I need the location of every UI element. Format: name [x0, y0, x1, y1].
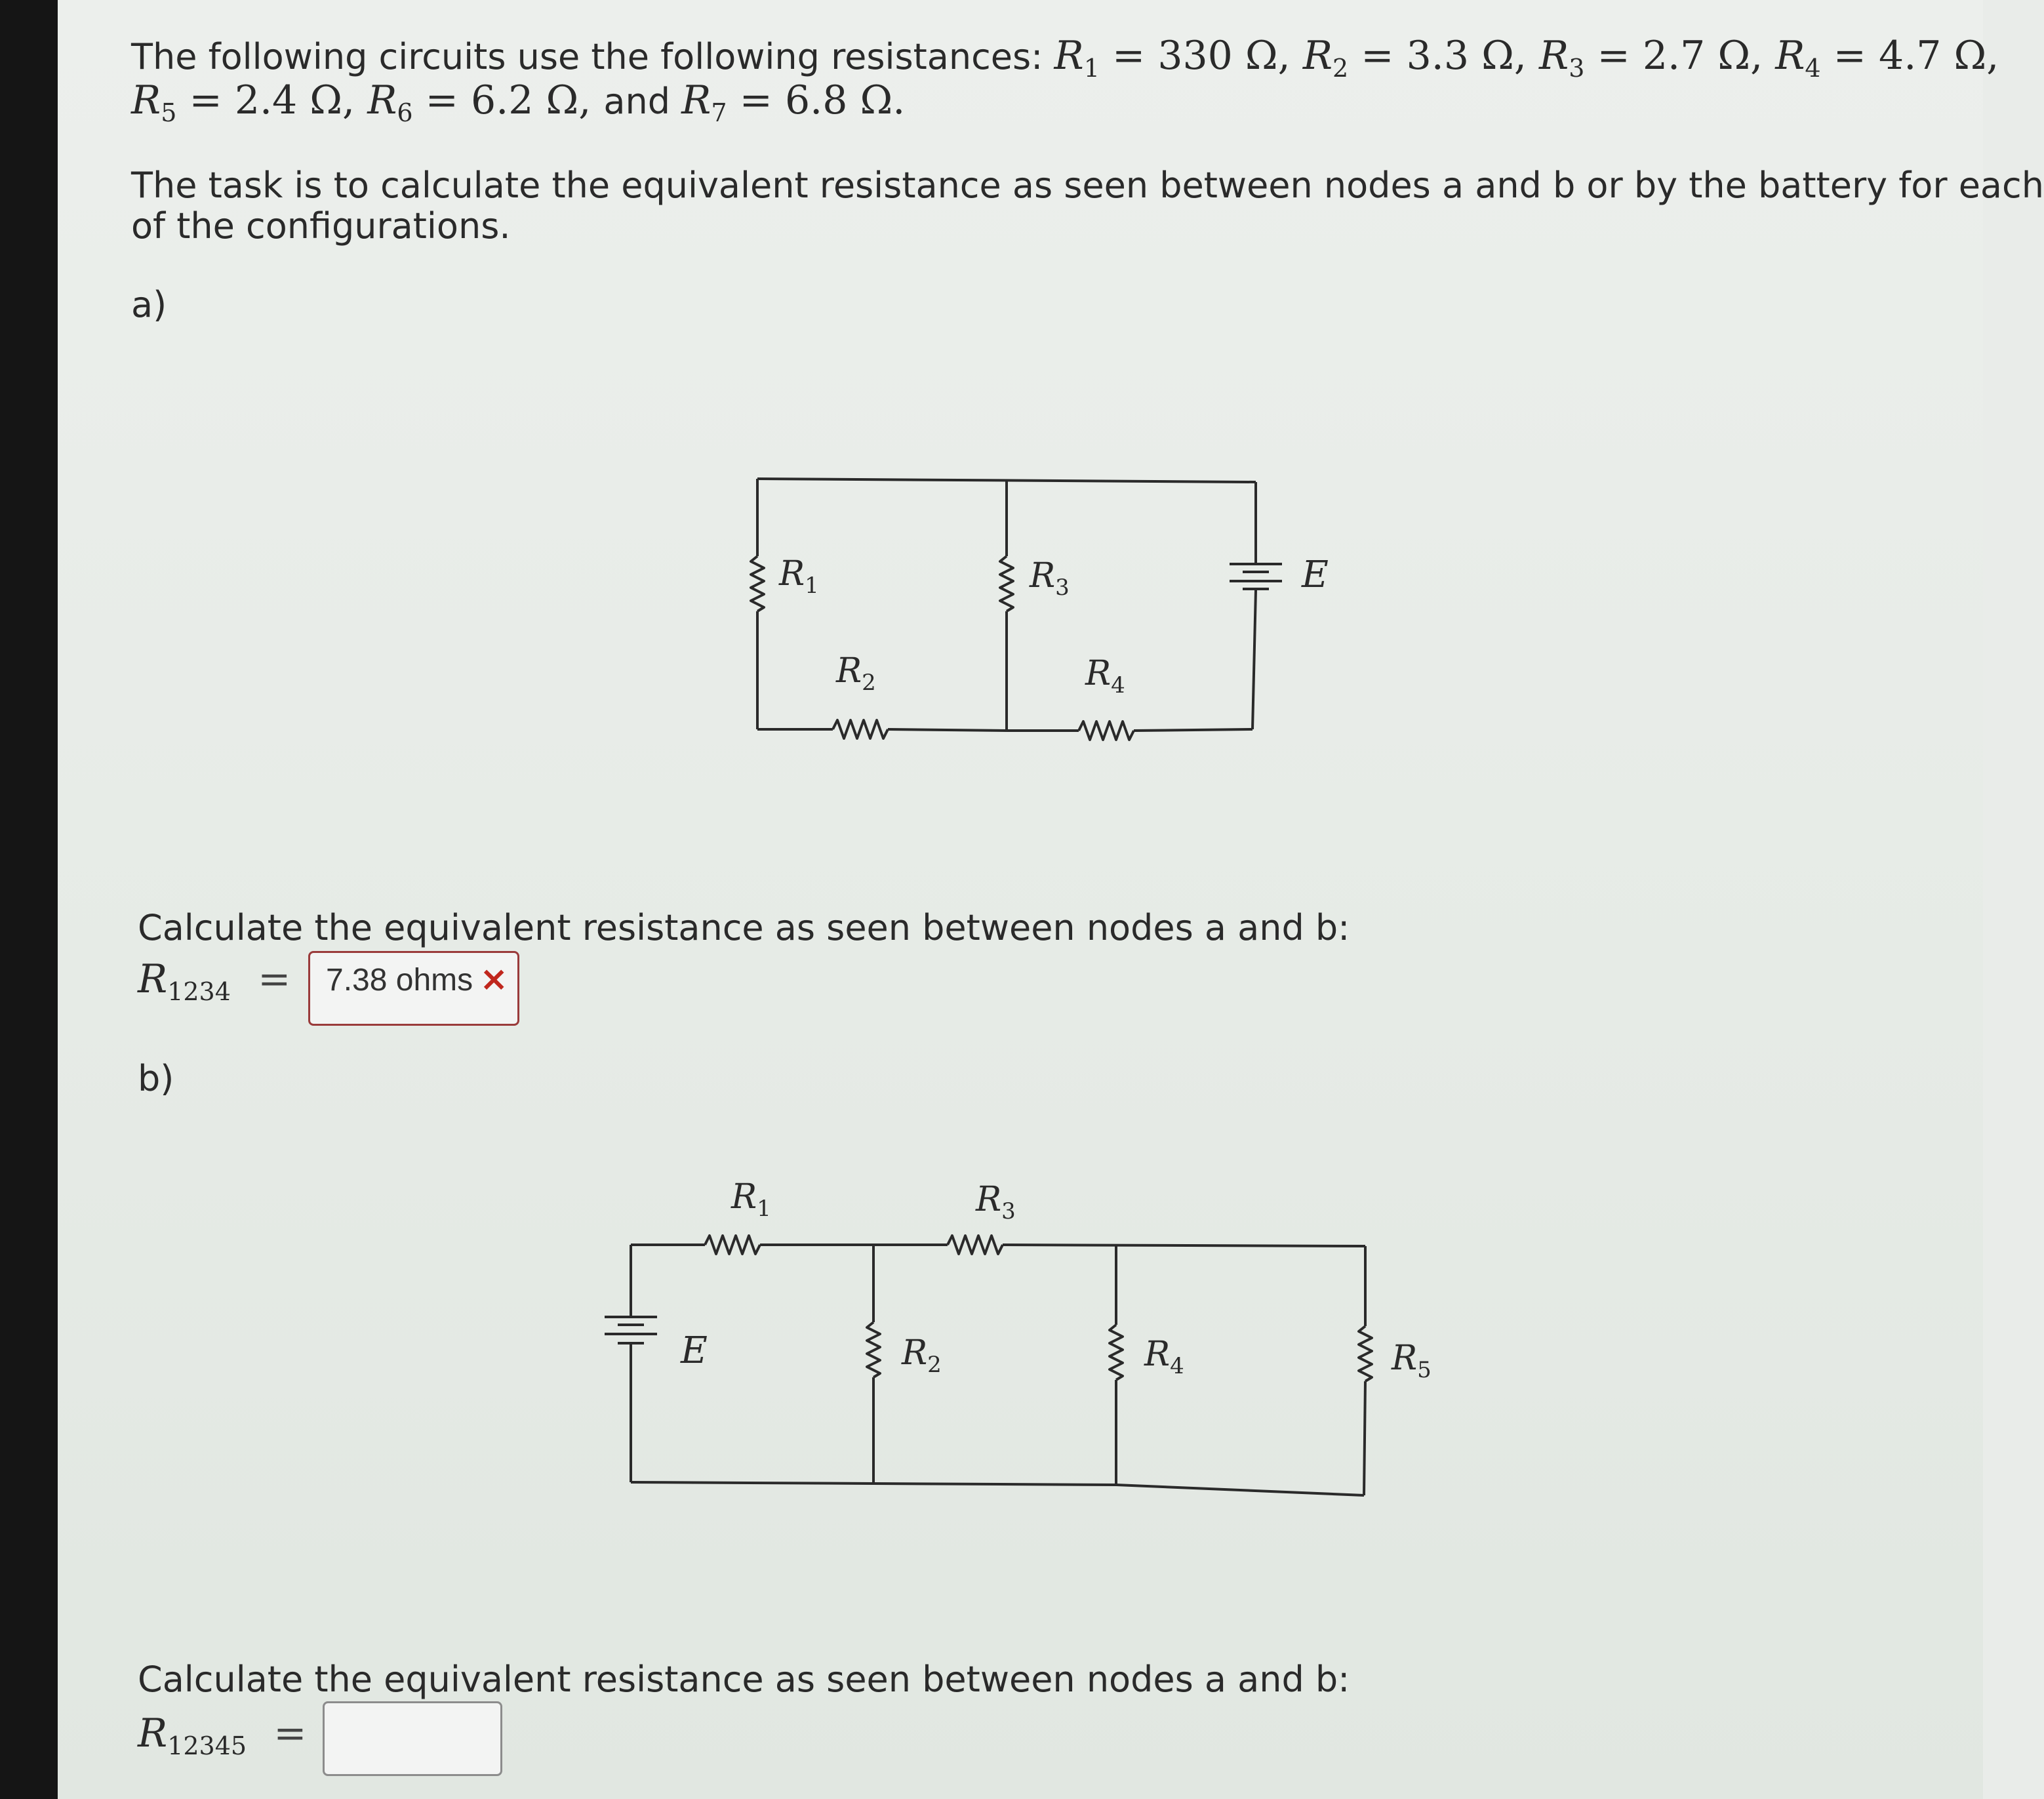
label-r2: $R_2$	[902, 1333, 942, 1378]
resistor-r4	[1110, 1325, 1123, 1380]
part-a-answer-field[interactable]	[308, 951, 519, 1026]
part-a-answer-value: 7.38 ohms	[326, 963, 473, 998]
resistor-r3	[1000, 556, 1013, 611]
wire-top-right	[1003, 1245, 1365, 1246]
part-a-result-label: $R_{1234}$ =	[138, 956, 291, 1006]
task-line-2: of the configurations.	[131, 205, 511, 247]
intro-and: and	[603, 81, 670, 122]
intro-r3: $R_3 = 2.7$ Ω,	[1539, 33, 1763, 83]
intro-line-2	[131, 79, 905, 134]
battery-e-symbol	[605, 1317, 657, 1343]
intro-r5: $R_5 = 2.4$ Ω,	[131, 77, 355, 127]
resistor-r2	[833, 720, 888, 738]
incorrect-x-icon: ×	[479, 960, 508, 999]
label-r4: $R_4$	[1085, 654, 1125, 698]
battery-e-symbol	[1230, 564, 1282, 589]
part-a-prompt: Calculate the equivalent resistance as seen between nodes a and b:	[138, 907, 1350, 948]
part-b-result-label: $R_{12345}$ =	[138, 1710, 307, 1760]
label-r3: $R_3$	[976, 1180, 1016, 1224]
label-r5: $R_5$	[1392, 1339, 1432, 1383]
part-b-label: b)	[138, 1058, 174, 1099]
label-e: E	[1302, 554, 1329, 596]
wire-r5-lower	[1364, 1381, 1365, 1495]
screen-edge-left	[0, 0, 58, 1799]
label-r3: $R_3$	[1030, 556, 1070, 601]
circuit-b-diagram	[590, 1154, 1443, 1508]
intro-r7: $R_7 = 6.8$ Ω.	[681, 77, 906, 127]
intro-r6: $R_6 = 6.2$ Ω,	[367, 77, 591, 127]
circuit-a-diagram	[721, 459, 1364, 761]
wire-bottom-mid-left	[888, 729, 1007, 731]
intro-r2: $R_2 = 3.3$ Ω,	[1302, 33, 1527, 83]
wire-bottom-right	[1134, 729, 1252, 731]
intro-prefix: The following circuits use the following resistances:	[131, 36, 1043, 77]
label-r4: $R_4$	[1144, 1335, 1184, 1379]
question-page	[58, 0, 1983, 1799]
label-r1: $R_1$	[779, 554, 819, 599]
resistor-r3	[948, 1236, 1003, 1254]
wire-bottom	[631, 1482, 1364, 1495]
task-line-1: The task is to calculate the equivalent resistance as seen between nodes a and b or by the battery for each	[131, 165, 2044, 206]
label-r2: $R_2$	[836, 651, 876, 696]
part-a-label: a)	[131, 284, 167, 325]
resistor-r2	[867, 1322, 880, 1377]
resistor-r5	[1359, 1326, 1372, 1381]
intro-r4: $R_4 = 4.7$ Ω,	[1775, 33, 1999, 83]
wire-right-lower	[1252, 590, 1256, 729]
resistor-r1	[705, 1236, 760, 1254]
resistor-r4	[1079, 721, 1134, 740]
part-b-prompt: Calculate the equivalent resistance as seen between nodes a and b:	[138, 1659, 1350, 1700]
intro-r1: $R_1 = 330$ Ω,	[1054, 33, 1291, 83]
label-r1: $R_1$	[731, 1177, 771, 1222]
part-b-answer-field[interactable]	[323, 1701, 502, 1776]
resistor-r1	[751, 556, 764, 611]
label-e: E	[681, 1329, 708, 1372]
